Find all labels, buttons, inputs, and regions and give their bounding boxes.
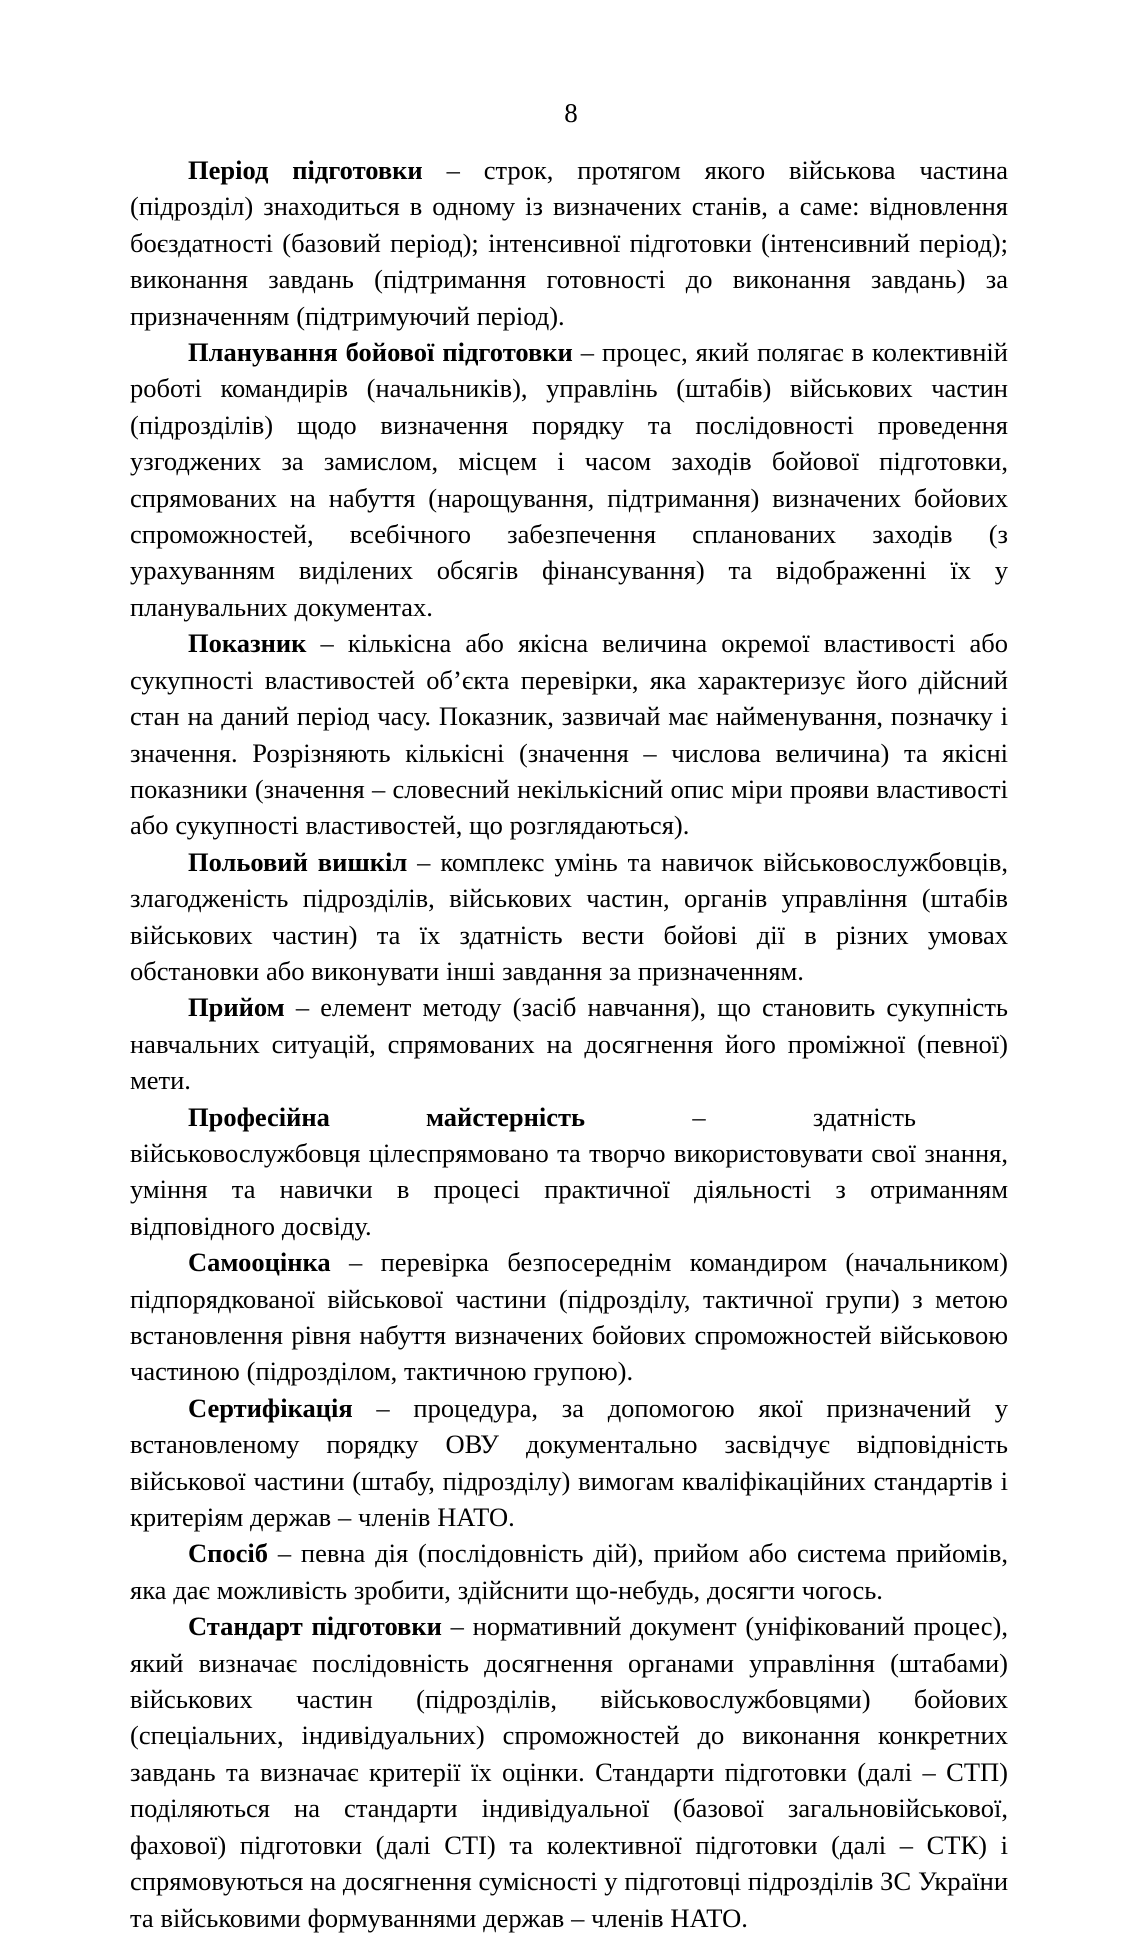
- definition-body: – нормативний документ (уніфікований процес), який визначає послідовність досягнення органами управління (штабами) військових частин (підрозділів, військовослужбовцями) бойових (спеціальних, індивідуальних) спроможностей до виконання конкретних завдань та визначає критерії їх оцінки. Стандарти підготовки (далі – СТП) поділяються на стандарти індивідуальної (базової загальновійськової, фахової) підготовки (далі СТІ) та колективної підготовки (далі – СТК) і спрямовуються на досягнення сумісності у підготовці підрозділів ЗС України та військовими формуваннями держав – членів НАТО.: [130, 1611, 1009, 1933]
- definition-body: – процедура, за допомогою якої призначений у встановленому порядку ОВУ документально засвідчує відповідність військової частини (штабу, підрозділу) вимогам кваліфікаційних стандартів і критеріям держав – членів НАТО.: [130, 1392, 1008, 1533]
- definition-paragraph-standart-pidgotovky: [130, 1608, 1008, 1936]
- definition-body: військовослужбовця цілеспрямовано та творчо використовувати свої знання, уміння та навички в процесі практичної діяльності з отриманням відповідного досвіду.: [130, 1137, 1008, 1241]
- definition-body-lead: – здатність: [585, 1101, 916, 1132]
- definition-paragraph-sposib: [130, 1535, 1008, 1608]
- definition-paragraph-samootsinka: [130, 1244, 1008, 1390]
- body-text-block: [130, 152, 1008, 1936]
- definition-body: – певна дія (послідовність дій), прийом або система прийомів, яка дає можливість зробити, здійснити що-небудь, досягти чогось.: [130, 1538, 1008, 1605]
- definition-paragraph-polovyi-vyshkil: [130, 844, 1008, 990]
- term-heading: Спосіб: [188, 1538, 269, 1569]
- definition-paragraph-pokaznyk: [130, 625, 1008, 843]
- definition-body: – комплекс умінь та навичок військовослужбовців, злагодженість підрозділів, військових частин, органів управління (штабів військових частин) та їх здатність вести бойові дії в різних умовах обстановки або виконувати інші завдання за призначенням.: [130, 846, 1008, 986]
- term-heading: Стандарт підготовки: [188, 1611, 442, 1642]
- definition-body: – кількісна або якісна величина окремої властивості або сукупності властивостей об’єкта перевірки, яка характеризує його дійсний стан на даний період часу. Показник, зазвичай має найменування, позначку і значення. Розрізняють кількісні (значення – числова величина) та якісні показники (значення – словесний некількісний опис міри прояви властивості або сукупності властивостей, що розглядаються).: [130, 628, 1008, 841]
- definition-paragraph-sertyfikatsiia: [130, 1390, 1008, 1536]
- definition-body: – строк, протягом якого військова частина (підрозділ) знаходиться в одному із визначених станів, а саме: відновлення боєздатності (базовий період); інтенсивної підготовки (інтенсивний період); виконання завдань (підтримання готовності до виконання завдань) за призначенням (підтримуючий період).: [130, 155, 1009, 331]
- term-heading: Планування бойової підготовки: [188, 337, 573, 368]
- page-number: 8: [564, 98, 578, 128]
- definition-paragraph-profesiina-maisternist: [130, 1099, 1008, 1245]
- term-heading: Прийом: [188, 992, 285, 1023]
- term-heading: Самооцінка: [188, 1247, 331, 1278]
- definition-paragraph-planuvannia-boyovoi-pidgotovky: [130, 334, 1008, 625]
- term-heading-continued: майстерність: [425, 1101, 586, 1132]
- term-heading: Сертифікація: [188, 1392, 353, 1423]
- definition-paragraph-period-pidgotovky: [130, 152, 1008, 334]
- term-heading: Показник: [188, 628, 307, 659]
- term-heading: Період підготовки: [188, 155, 423, 185]
- definition-body: – процес, який полягає в колективній роботі командирів (начальників), управлінь (штабів) військових частин (підрозділів) щодо визначення порядку та послідовності проведення узгоджених за замислом, місцем і часом заходів бойової підготовки, спрямованих на набуття (нарощування, підтримання) визначених бойових спроможностей, всебічного забезпечення спланованих заходів (з урахуванням виділених обсягів фінансування) та відображенні їх у планувальних документах.: [130, 337, 1008, 622]
- definition-body: – перевірка безпосереднім командиром (начальником) підпорядкованої військової частини (підрозділу, тактичної групи) з метою встановлення рівня набуття визначених бойових спроможностей військовою частиною (підрозділом, тактичною групою).: [130, 1247, 1008, 1387]
- definition-body: – елемент методу (засіб навчання), що становить сукупність навчальних ситуацій, спрямованих на досягнення його проміжної (певної) мети.: [130, 992, 1008, 1096]
- term-heading: Професійна: [188, 1101, 330, 1132]
- definition-paragraph-pryiom: [130, 989, 1008, 1098]
- term-heading: Польовий вишкіл: [188, 846, 408, 877]
